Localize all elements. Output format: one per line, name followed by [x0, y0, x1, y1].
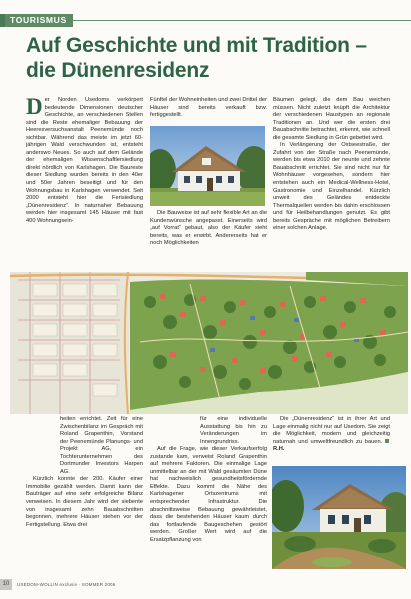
column-2-top: [150, 97, 267, 120]
headline-line1: Auf Geschichte und mit Tradition –: [26, 34, 367, 57]
signature: R.H.: [273, 446, 285, 453]
col3-paragraph-1: Bäumen gelegt, die dem Bau weichen müssen. Nicht zuletzt knüpft die Architektur der verschiedenen Haustypen an regionale Traditionen an. Und wer die ersten drei Bauabschnitte betrachtet, erkennt, wie schnell die gesamte Siedlung in Grün gebettet wird.: [273, 97, 390, 141]
band-rule: [73, 20, 411, 21]
col2-paragraph-1: Fünftel der Wohneinheiten und zwei Drittel der Häuser sind bereits verkauft bzw. fertiggestellt.: [150, 97, 267, 119]
end-mark: [385, 439, 389, 443]
lower-col2-paragraph-2: Auf die Frage, wie dieser Verkaufserfolg zustande kam, verweist Roland Grapenthin auf mehrere Faktoren. Die einmalige Lage unmittelbar an der mit Wald gesäumten Düne hat nachweislich gesundheitsfördernde Effekte. Dazu kommt die Nähe des Karlshagener Ortszentrums mit entsprechender Infrastruktur. Die abschnittsweise Bebauung gewährleistet, dass die bestehenden Häuser kaum durch das fortlaufende Baugeschehen gestört werden. Großer Wert wird auf die Ersatzpflanzung von: [150, 446, 267, 543]
lower-col1-paragraph-1: heiten errichtet. Zeit für eine Zwischenbilanz im Gespräch mit Roland Grapenthin, Vorstand der Peenemünde Planungs- und Projekt AG, ein Tochterunternehmen des Dortmunder Investors Harpen AG.: [60, 416, 143, 475]
column-1-lower: [26, 416, 143, 529]
house-photo-garden: [272, 466, 406, 569]
lower-col1-paragraph-2: Kürzlich konnte der 200. Käufer einer Immobilie gezählt werden. Damit kann der Bauträger auf eine sehr erfolgreiche Bilanz verweisen. In diesem Jahr wird der siebente von insgesamt zehn Bauabschnitten begonnen, mehrere Häuser stehen vor der Fertigstellung. Etwa drei: [26, 476, 143, 528]
col3-paragraph-2: In Verlängerung der Ostseestraße, der Zufahrt von der Straße nach Peenemünde, werden bis etwa 2010 der neunte und zehnte Bauabschnitt errichtet. Sie sind nicht nur für Wohnhäuser vorgesehen, sondern hier entstehen auch ein Medical-Wellness-Hotel, Gastronomie und Einzelhandel. Kürzlich unweit des Geländes entdeckte Thermalquellen werden bis dahin erschlossen und für Heilbehandlungen genutzt. Es gibt bereits Gespräche mit möglichen Betreibern einer solchen Anlage.: [273, 142, 390, 232]
section-tag: TOURISMUS: [5, 14, 73, 27]
col3-paragraph-3: Die „Dünenresidenz“ ist in ihrer Art und Lage einmalig nicht nur auf Usedom. Sie zeigt die Möglichkeit, modern und gleichzeitig naturnah und umweltfreundlich zu bauen. R.H.: [273, 416, 390, 453]
intro-paragraph: Der Norden Usedoms verkörpert bedeutende Dimensionen deutscher Geschichte, an verschiedenen Stellen sind die Reste ehemaliger Bebauung der Heeresversuchsanstalt Peenemünde noch sichtbar. Während das meiste im jetzt 60-jährigen Wald verschwunden ist, entsteht anderswo Neues. So auch auf dem Gelände der ehemaligen Wissenschaftlersiedlung direkt nördlich von Karlshagen. Die Baureste dieser Siedlung wurden bereits in den 40er und 50er Jahren beseitigt und für den Wohnungsbau in Karlshagen verwendet. Seit 2000 entsteht hier die Ferisiedlung „Dünenresidenz“. In naturnaher Bebauung werden hier insgesamt 145 Häuser mit fast 400 Wohnungsein-: [26, 94, 143, 224]
page-footer: [0, 579, 411, 599]
headline-line2: die Dünenresidenz: [26, 59, 210, 82]
site-plan-map: [10, 272, 408, 414]
headline: [26, 33, 396, 83]
column-2-mid: [150, 210, 267, 248]
dropcap: D: [26, 94, 43, 119]
section-band: [0, 14, 411, 27]
col2-paragraph-2: Die Bauweise ist auf sehr flexible Art an die Kundenwünsche angepasst. Einerseits wird „auf Vorrat“ gebaut, also der Käufer sieht bereits, was er erwirbt. Andererseits hat er noch Möglichkeiten: [150, 210, 267, 247]
column-1: [26, 94, 143, 269]
house-photo-thatched: [150, 126, 265, 206]
lower-col2-paragraph-1: für eine individuelle Ausstattung bis hin zu Veränderungen im Innengrundriss.: [200, 416, 267, 445]
column-3-top: [273, 97, 390, 233]
column-3-lower: [273, 416, 390, 454]
column-2-lower: [150, 416, 267, 544]
page-number: 10: [0, 579, 12, 590]
publication-source: USEDOM-WOLLIN exclusiv · SOMMER 2006: [17, 582, 116, 587]
